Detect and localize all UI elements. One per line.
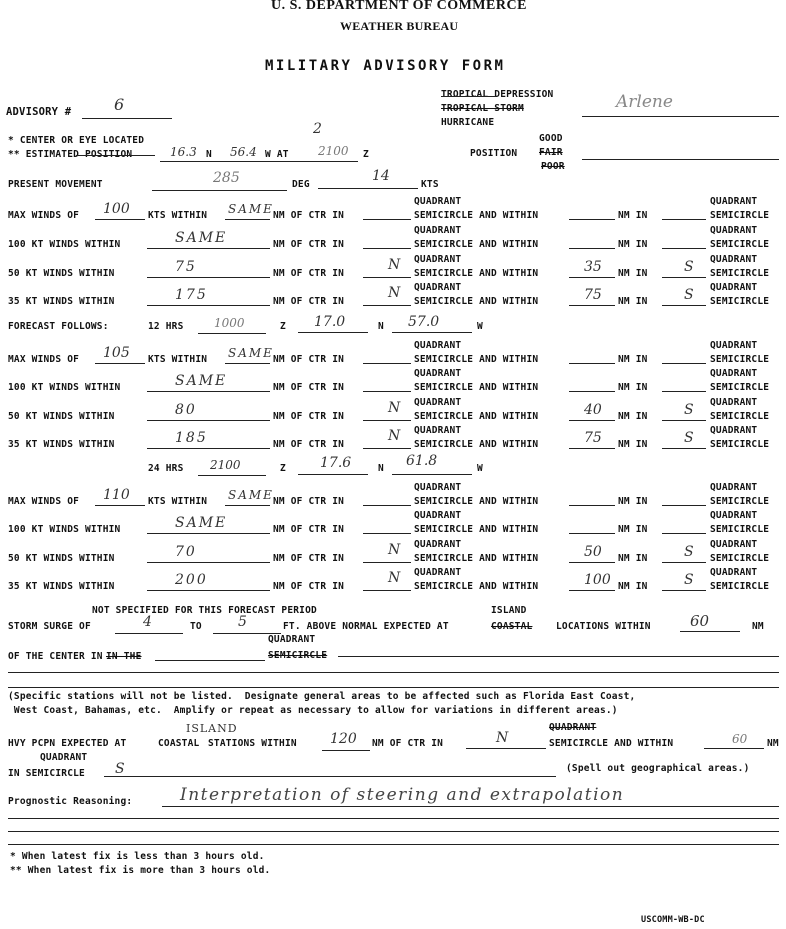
current-quadrant-line — [363, 219, 411, 220]
fcst12-nm2-line — [569, 391, 615, 392]
position-good: GOOD — [539, 133, 563, 144]
fcst12-nm-in: NM IN — [618, 411, 648, 422]
current-quadrant2-label: QUADRANT — [710, 196, 758, 207]
fcst24-wind-prefix: 50 KT WINDS WITHIN — [8, 553, 115, 564]
lon-suffix: W AT — [265, 149, 289, 160]
fcst12-radius-line — [147, 420, 270, 421]
current-semicircle-within: SEMICIRCLE AND WITHIN — [414, 210, 539, 221]
fcst24-max-speed[interactable]: 110 — [103, 487, 130, 503]
fcst24-quadrant2-label: QUADRANT — [710, 510, 758, 521]
fcst24-quadrant-value[interactable]: N — [388, 570, 401, 586]
fcst24-wind-prefix: 35 KT WINDS WITHIN — [8, 581, 115, 592]
fcst12-quadrant-label: QUADRANT — [414, 368, 462, 379]
fcst24-nm2-line — [569, 590, 615, 591]
surge-not-specified: NOT SPECIFIED FOR THIS FORECAST PERIOD — [92, 605, 317, 616]
current-nm-in: NM IN — [618, 268, 648, 279]
forecast-label: FORECAST FOLLOWS: — [8, 321, 109, 332]
pcpn-quadrant: QUADRANT — [549, 722, 597, 733]
fcst24-semi2-line — [662, 533, 706, 534]
fcst12-nm2-line — [569, 363, 615, 364]
fcst12-semicircle-within: SEMICIRCLE AND WITHIN — [414, 382, 539, 393]
current-quadrant-label: QUADRANT — [414, 254, 462, 265]
fcst24-nm-of-ctr: NM OF CTR IN — [273, 496, 345, 507]
current-quadrant-label: QUADRANT — [414, 196, 462, 207]
fcst12-semi2-line — [662, 391, 706, 392]
fcst24-nm-of-ctr: NM OF CTR IN — [273, 524, 345, 535]
current-quadrant-line — [363, 277, 411, 278]
footnote-1: * When latest fix is less than 3 hours old. — [10, 851, 265, 862]
pcpn-nm-of-ctr-in: NM OF CTR IN — [372, 738, 444, 749]
fcst12-radius-line — [147, 391, 270, 392]
current-semicircle-within: SEMICIRCLE AND WITHIN — [414, 296, 539, 307]
fcst12-quadrant-line — [363, 420, 411, 421]
storm-name[interactable]: Arlene — [616, 92, 673, 112]
movement-speed[interactable]: 14 — [372, 168, 390, 184]
fcst24-radius[interactable]: 70 — [175, 544, 197, 560]
fcst12-wind-prefix: 50 KT WINDS WITHIN — [8, 411, 115, 422]
fcst24-nm2-line — [569, 505, 615, 506]
fcst12-wind-prefix: MAX WINDS OF — [8, 354, 80, 365]
fcst24-quadrant-line — [363, 533, 411, 534]
pcpn-island: ISLAND — [186, 722, 238, 735]
footnote-2: ** When latest fix is more than 3 hours old. — [10, 865, 271, 876]
current-radius[interactable]: 175 — [175, 287, 208, 303]
current-semi2-line — [662, 248, 706, 249]
lat-suffix: N — [206, 149, 212, 160]
current-quadrant2-label: QUADRANT — [710, 225, 758, 236]
current-semi2[interactable]: S — [684, 259, 694, 275]
current-nm2-line — [569, 219, 615, 220]
fcst24-radius-line — [147, 533, 270, 534]
fcst24-semicircle2-label: SEMICIRCLE — [710, 524, 770, 535]
fcst12-nm2-line — [569, 420, 615, 421]
fcst24-quadrant2-label: QUADRANT — [710, 567, 758, 578]
fcst12-quadrant2-label: QUADRANT — [710, 340, 758, 351]
center-located-label: * CENTER OR EYE LOCATED — [8, 135, 145, 146]
fcst24-quadrant-line — [363, 505, 411, 506]
current-radius-line — [147, 277, 270, 278]
fcst12-nm-of-ctr: NM OF CTR IN — [273, 411, 345, 422]
fcst12-kts-within: KTS WITHIN — [148, 354, 208, 365]
fcst12-semi2-line — [662, 363, 706, 364]
fcst24-radius[interactable]: SAME — [175, 515, 228, 531]
current-quadrant-line — [363, 305, 411, 306]
fcst24-radius-line — [147, 562, 270, 563]
current-speed-line — [95, 219, 145, 220]
fcst24-nm2[interactable]: 50 — [584, 544, 602, 560]
current-semicircle-within: SEMICIRCLE AND WITHIN — [414, 239, 539, 250]
fcst24-quadrant-label: QUADRANT — [414, 482, 462, 493]
current-wind-prefix: 35 KT WINDS WITHIN — [8, 296, 115, 307]
fcst12-nm2-line — [569, 448, 615, 449]
surge-of-center: OF THE CENTER IN — [8, 651, 103, 662]
current-quadrant2-label: QUADRANT — [710, 282, 758, 293]
fcst12-semi2[interactable]: S — [684, 430, 694, 446]
surge-ft-label: FT. ABOVE NORMAL EXPECTED AT — [283, 621, 449, 632]
surge-nm[interactable]: 60 — [690, 612, 710, 630]
fcst12-nm-of-ctr: NM OF CTR IN — [273, 382, 345, 393]
fcst24-kts-within: KTS WITHIN — [148, 496, 208, 507]
fcst12-quadrant2-label: QUADRANT — [710, 368, 758, 379]
fcst24-radius[interactable]: SAME — [228, 488, 274, 502]
fcst24-nm2-line — [569, 533, 615, 534]
fcst24-quadrant-value[interactable]: N — [388, 542, 401, 558]
fcst12-radius[interactable]: 80 — [175, 402, 197, 418]
surge-nm-label: NM — [752, 621, 764, 632]
pcpn-coastal: COASTAL — [158, 738, 200, 749]
current-nm2[interactable]: 75 — [584, 287, 602, 303]
fcst12-quadrant2-label: QUADRANT — [710, 397, 758, 408]
fcst24-quadrant2-label: QUADRANT — [710, 482, 758, 493]
fcst24-quadrant-line — [363, 562, 411, 563]
current-nm-in: NM IN — [618, 239, 648, 250]
fcst24-nm-of-ctr: NM OF CTR IN — [273, 581, 345, 592]
instructions-text: (Specific stations will not be listed. Designate general areas to be affected such as Florida East Coast, West Coast, Bahamas, etc. Amplify or repeat as necessary to allow for variations in different areas.) — [8, 691, 636, 716]
storm-type-storm: TROPICAL STORM — [441, 103, 524, 114]
current-radius[interactable]: SAME — [228, 202, 274, 216]
fcst24-nm-in: NM IN — [618, 581, 648, 592]
forecast-24-w: W — [477, 463, 483, 474]
pcpn-semi-value[interactable]: S — [115, 761, 125, 777]
fcst24-semicircle-within: SEMICIRCLE AND WITHIN — [414, 496, 539, 507]
current-kts-within: KTS WITHIN — [148, 210, 208, 221]
forecast-12-lat[interactable]: 17.0 — [314, 314, 346, 330]
fcst12-radius[interactable]: SAME — [228, 346, 274, 360]
surge-to-label: TO — [190, 621, 202, 632]
forecast-12-n: N — [378, 321, 384, 332]
surge-to[interactable]: 5 — [238, 614, 247, 630]
fcst12-quadrant-value[interactable]: N — [388, 428, 401, 444]
fcst12-quadrant-label: QUADRANT — [414, 425, 462, 436]
bureau-heading: WEATHER BUREAU — [340, 19, 459, 33]
movement-degrees[interactable]: 285 — [213, 170, 240, 186]
fcst24-quadrant2-label: QUADRANT — [710, 539, 758, 550]
current-quadrant-value[interactable]: N — [388, 257, 401, 273]
fcst12-wind-prefix: 100 KT WINDS WITHIN — [8, 382, 121, 393]
current-quadrant-line — [363, 248, 411, 249]
fcst24-nm-of-ctr: NM OF CTR IN — [273, 553, 345, 564]
fcst12-semi2-line — [662, 420, 706, 421]
surge-locations-within: LOCATIONS WITHIN — [556, 621, 651, 632]
current-radius[interactable]: SAME — [175, 230, 228, 246]
current-max-speed[interactable]: 100 — [103, 201, 130, 217]
fcst24-semi2[interactable]: S — [684, 544, 694, 560]
fcst24-semicircle-within: SEMICIRCLE AND WITHIN — [414, 581, 539, 592]
forecast-24-label: 24 HRS — [148, 463, 184, 474]
fcst24-quadrant-label: QUADRANT — [414, 539, 462, 550]
lat-value[interactable]: 16.3 — [170, 145, 197, 159]
deg-label: DEG — [292, 179, 310, 190]
forecast-12-label: 12 HRS — [148, 321, 184, 332]
fcst12-semicircle-within: SEMICIRCLE AND WITHIN — [414, 439, 539, 450]
current-nm-in: NM IN — [618, 296, 648, 307]
forecast-24-lon[interactable]: 61.8 — [406, 453, 438, 469]
forecast-24-z: Z — [280, 463, 286, 474]
current-nm-of-ctr: NM OF CTR IN — [273, 210, 345, 221]
pcpn-nm2[interactable]: 60 — [732, 732, 748, 746]
current-quadrant-label: QUADRANT — [414, 282, 462, 293]
form-code: USCOMM-WB-DC — [641, 915, 705, 925]
fcst12-nm2[interactable]: 40 — [584, 402, 602, 418]
pcpn-nm-label: NM — [767, 738, 779, 749]
fcst24-nm2-line — [569, 562, 615, 563]
fcst24-semi2-line — [662, 505, 706, 506]
storm-type-hurricane: HURRICANE — [441, 117, 495, 128]
forecast-12-w: W — [477, 321, 483, 332]
current-radius-line — [225, 219, 270, 220]
fcst12-nm-of-ctr: NM OF CTR IN — [273, 354, 345, 365]
current-nm2-line — [569, 248, 615, 249]
fcst24-radius[interactable]: 200 — [175, 572, 208, 588]
date-mark[interactable]: 2 — [313, 121, 322, 137]
position-poor: POOR — [541, 161, 565, 172]
fcst24-nm2[interactable]: 100 — [584, 572, 611, 588]
fcst12-nm2[interactable]: 75 — [584, 430, 602, 446]
current-quadrant-value[interactable]: N — [388, 285, 401, 301]
current-semicircle2-label: SEMICIRCLE — [710, 239, 770, 250]
fcst24-radius-line — [225, 505, 270, 506]
forecast-24-lat[interactable]: 17.6 — [320, 455, 352, 471]
advisory-label: ADVISORY # — [6, 106, 72, 118]
current-nm2-line — [569, 305, 615, 306]
forecast-12-time[interactable]: 1000 — [214, 316, 245, 330]
fcst12-wind-prefix: 35 KT WINDS WITHIN — [8, 439, 115, 450]
pcpn-in-semicircle: IN SEMICIRCLE — [8, 768, 85, 779]
fcst24-wind-prefix: 100 KT WINDS WITHIN — [8, 524, 121, 535]
fcst24-semicircle-within: SEMICIRCLE AND WITHIN — [414, 553, 539, 564]
surge-coastal: COASTAL — [491, 621, 533, 632]
pcpn-quadrant2: QUADRANT — [40, 752, 88, 763]
current-wind-prefix: 50 KT WINDS WITHIN — [8, 268, 115, 279]
fcst12-quadrant-label: QUADRANT — [414, 397, 462, 408]
fcst12-semicircle2-label: SEMICIRCLE — [710, 439, 770, 450]
fcst12-semi2[interactable]: S — [684, 402, 694, 418]
current-nm2-line — [569, 277, 615, 278]
agency-heading: U. S. DEPARTMENT OF COMMERCE — [271, 0, 527, 13]
fcst12-radius[interactable]: SAME — [175, 373, 228, 389]
fcst24-semi2-line — [662, 562, 706, 563]
current-semicircle2-label: SEMICIRCLE — [710, 268, 770, 279]
fcst12-nm-in: NM IN — [618, 439, 648, 450]
z-label: Z — [363, 149, 369, 160]
fcst12-semicircle2-label: SEMICIRCLE — [710, 382, 770, 393]
fcst12-semicircle-within: SEMICIRCLE AND WITHIN — [414, 411, 539, 422]
surge-semicircle: SEMICIRCLE — [268, 650, 328, 661]
fcst24-quadrant-line — [363, 590, 411, 591]
surge-in-the: IN THE — [106, 651, 142, 662]
surge-island: ISLAND — [491, 605, 527, 616]
kts-label: KTS — [421, 179, 439, 190]
current-quadrant-label: QUADRANT — [414, 225, 462, 236]
fcst12-quadrant-value[interactable]: N — [388, 400, 401, 416]
movement-label: PRESENT MOVEMENT — [8, 179, 103, 190]
fcst24-nm-in: NM IN — [618, 553, 648, 564]
pcpn-semicircle-and-within: SEMICIRCLE AND WITHIN — [549, 738, 674, 749]
fcst12-max-speed[interactable]: 105 — [103, 345, 130, 361]
current-radius-line — [147, 305, 270, 306]
fcst12-quadrant-label: QUADRANT — [414, 340, 462, 351]
current-wind-prefix: 100 KT WINDS WITHIN — [8, 239, 121, 250]
pcpn-label: HVY PCPN EXPECTED AT — [8, 738, 127, 749]
fcst12-semicircle2-label: SEMICIRCLE — [710, 354, 770, 365]
surge-quadrant: QUADRANT — [268, 634, 316, 645]
current-radius-line — [147, 248, 270, 249]
current-nm-of-ctr: NM OF CTR IN — [273, 296, 345, 307]
current-semicircle-within: SEMICIRCLE AND WITHIN — [414, 268, 539, 279]
fcst24-semicircle2-label: SEMICIRCLE — [710, 553, 770, 564]
prognostic-text[interactable]: Interpretation of steering and extrapolation — [180, 785, 625, 805]
estimated-position-label: ** ESTIMATED POSITION — [8, 149, 133, 160]
surge-label: STORM SURGE OF — [8, 621, 91, 632]
fcst24-semicircle2-label: SEMICIRCLE — [710, 496, 770, 507]
current-semi2-line — [662, 277, 706, 278]
current-nm-in: NM IN — [618, 210, 648, 221]
fcst12-nm-in: NM IN — [618, 354, 648, 365]
fcst12-nm-of-ctr: NM OF CTR IN — [273, 439, 345, 450]
fcst12-radius-line — [147, 448, 270, 449]
pcpn-stations-within: STATIONS WITHIN — [208, 738, 297, 749]
fcst24-speed-line — [95, 505, 145, 506]
current-radius[interactable]: 75 — [175, 259, 197, 275]
current-semi2-line — [662, 219, 706, 220]
fcst12-semicircle2-label: SEMICIRCLE — [710, 411, 770, 422]
fcst24-wind-prefix: MAX WINDS OF — [8, 496, 80, 507]
fcst12-quadrant-line — [363, 363, 411, 364]
fcst12-quadrant-line — [363, 391, 411, 392]
current-semicircle2-label: SEMICIRCLE — [710, 210, 770, 221]
fcst24-radius-line — [147, 590, 270, 591]
current-semi2[interactable]: S — [684, 287, 694, 303]
storm-type-depression: TROPICAL DEPRESSION — [441, 89, 554, 100]
fcst24-nm-in: NM IN — [618, 496, 648, 507]
position-label: POSITION — [470, 148, 518, 159]
pcpn-spell-out: (Spell out geographical areas.) — [566, 763, 750, 774]
forecast-24-time[interactable]: 2100 — [210, 458, 241, 472]
fcst12-radius-line — [225, 363, 270, 364]
pcpn-quadrant-value[interactable]: N — [496, 730, 509, 746]
fcst12-semicircle-within: SEMICIRCLE AND WITHIN — [414, 354, 539, 365]
fcst24-nm-in: NM IN — [618, 524, 648, 535]
current-nm2[interactable]: 35 — [584, 259, 602, 275]
fcst24-semi2-line — [662, 590, 706, 591]
prognostic-label: Prognostic Reasoning: — [8, 796, 133, 807]
fcst12-nm-in: NM IN — [618, 382, 648, 393]
fcst24-quadrant-label: QUADRANT — [414, 510, 462, 521]
fcst24-semi2[interactable]: S — [684, 572, 694, 588]
surge-from[interactable]: 4 — [143, 614, 152, 630]
fcst12-quadrant-line — [363, 448, 411, 449]
pcpn-nm[interactable]: 120 — [330, 731, 357, 747]
fcst24-semicircle-within: SEMICIRCLE AND WITHIN — [414, 524, 539, 535]
fcst24-quadrant-label: QUADRANT — [414, 567, 462, 578]
lon-value[interactable]: 56.4 — [230, 145, 257, 159]
advisory-number[interactable]: 6 — [114, 95, 125, 114]
form-title: MILITARY ADVISORY FORM — [265, 58, 506, 74]
fcst12-quadrant2-label: QUADRANT — [710, 425, 758, 436]
fcst24-semicircle2-label: SEMICIRCLE — [710, 581, 770, 592]
forecast-24-n: N — [378, 463, 384, 474]
time-value[interactable]: 2100 — [318, 144, 349, 158]
fcst12-semi2-line — [662, 448, 706, 449]
fcst12-speed-line — [95, 363, 145, 364]
position-fair: FAIR — [539, 147, 563, 158]
forecast-12-lon[interactable]: 57.0 — [408, 314, 440, 330]
current-wind-prefix: MAX WINDS OF — [8, 210, 80, 221]
fcst12-radius[interactable]: 185 — [175, 430, 208, 446]
current-semi2-line — [662, 305, 706, 306]
current-semicircle2-label: SEMICIRCLE — [710, 296, 770, 307]
current-quadrant2-label: QUADRANT — [710, 254, 758, 265]
current-nm-of-ctr: NM OF CTR IN — [273, 239, 345, 250]
current-nm-of-ctr: NM OF CTR IN — [273, 268, 345, 279]
forecast-12-z: Z — [280, 321, 286, 332]
